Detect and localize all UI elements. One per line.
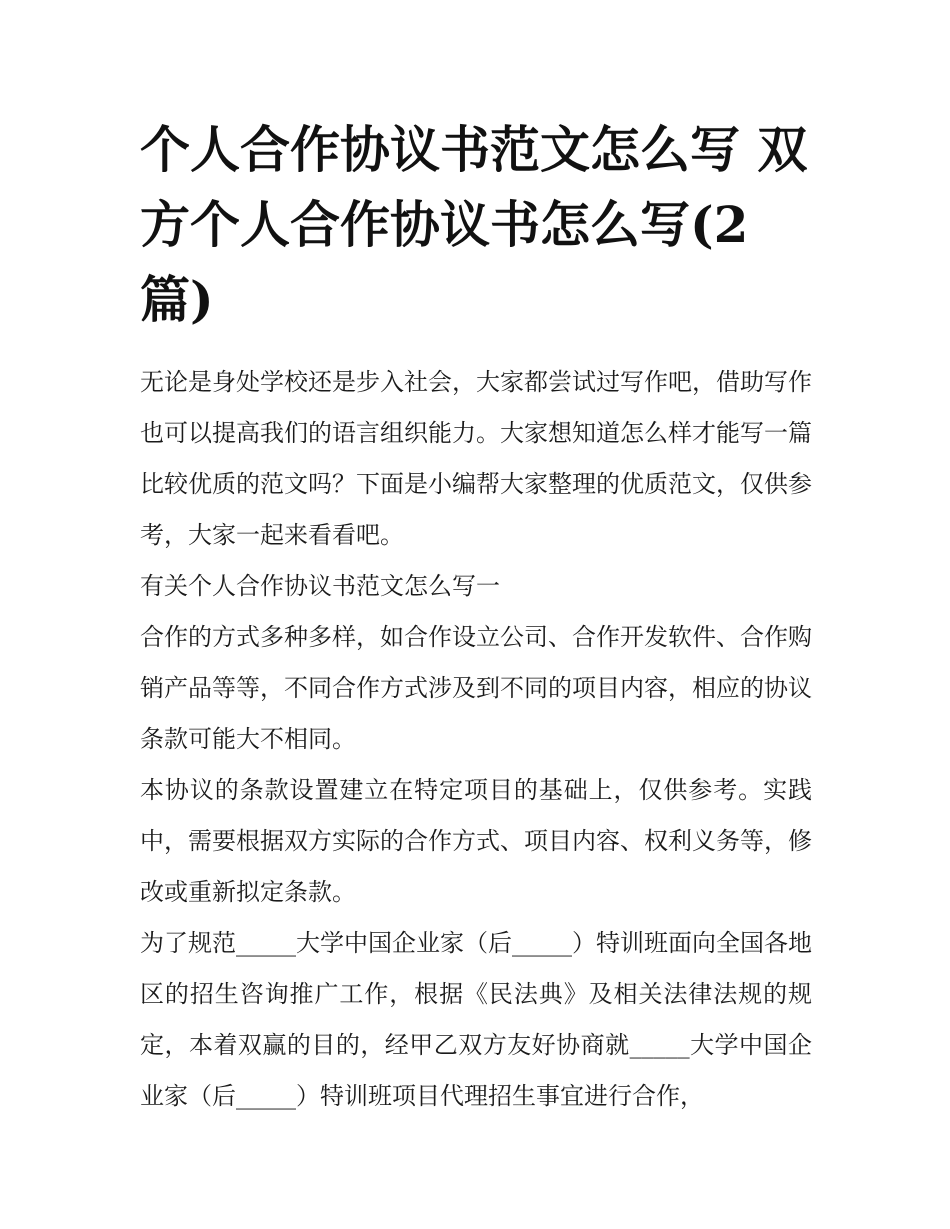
document-title: 个人合作协议书范文怎么写 双方个人合作协议书怎么写(2篇): [140, 120, 808, 329]
document-content: [140, 112, 812, 1122]
paragraph-clause-note: 本协议的条款设置建立在特定项目的基础上，仅供参考。实践中，需要根据双方实际的合作方式、项目内容、权利义务等，修改或重新拟定条款。: [140, 776, 812, 906]
paragraph-cooperation-methods: 合作的方式多种多样，如合作设立公司、合作开发软件、合作购销产品等等，不同合作方式涉及到不同的项目内容，相应的协议条款可能大不相同。: [140, 623, 812, 753]
paragraph-agreement-purpose: 为了规范_____大学中国企业家（后_____）特训班面向全国各地区的招生咨询推广工作，根据《民法典》及相关法律法规的规定，本着双赢的目的，经甲乙双方友好协商就_____大学中国企业家（后_____）特训班项目代理招生事宜进行合作，: [140, 929, 812, 1110]
paragraph-intro: 无论是身处学校还是步入社会，大家都尝试过写作吧，借助写作也可以提高我们的语言组织能力。大家想知道怎么样才能写一篇比较优质的范文吗？下面是小编帮大家整理的优质范文，仅供参考，大家一起来看看吧。: [140, 368, 812, 549]
section-heading: 有关个人合作协议书范文怎么写一: [140, 572, 500, 600]
